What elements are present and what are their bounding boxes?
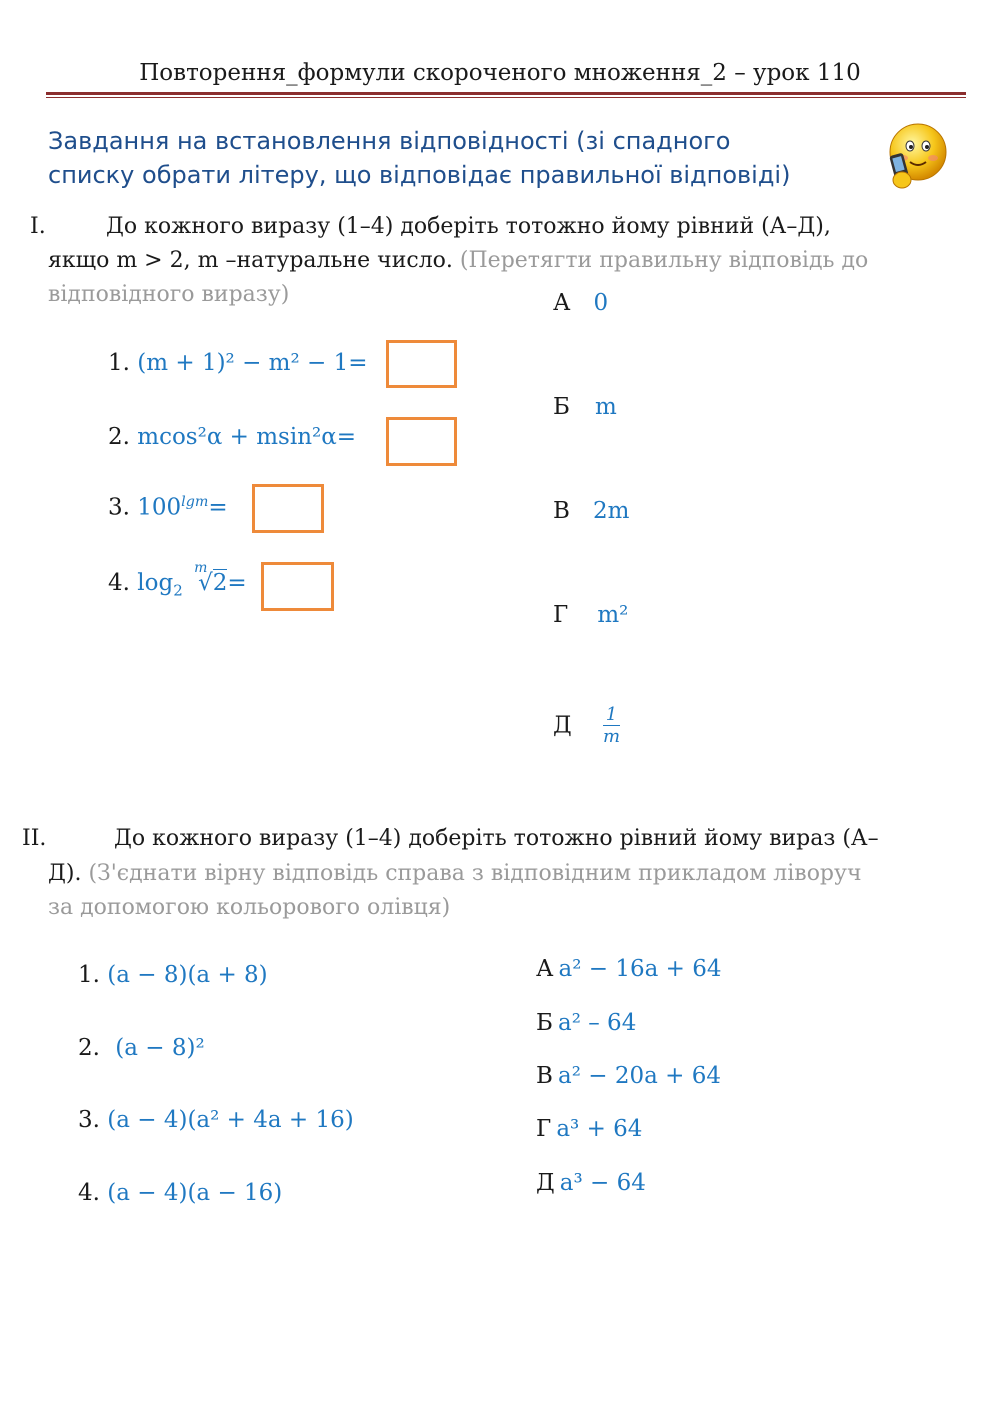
page-title: Повторення_формули скороченого множення_2 – урок 110 <box>139 60 861 86</box>
s1-item-3: 3. $100^{lgm}=$ <box>108 494 228 521</box>
drop-box-4[interactable] <box>261 562 334 611</box>
s2-item-2[interactable]: 2. (a − 8)² <box>78 1035 205 1061</box>
sqrt-icon: √ <box>198 570 213 596</box>
s1-item-4-root-index: m <box>194 560 208 576</box>
section1-hint2: відповідного виразу) <box>48 282 290 307</box>
s2-item-1[interactable]: 1. (a − 8)(a + 8) <box>78 962 268 988</box>
s1-item-4-radicand: 2 <box>212 570 228 596</box>
s2-answer-v[interactable]: В a² − 20a + 64 <box>536 1063 721 1089</box>
s2-item-3[interactable]: 3. (a − 4)(a² + 4a + 16) <box>78 1107 354 1133</box>
s1-answer-a[interactable]: А 0 <box>553 290 609 316</box>
drop-box-1[interactable] <box>386 340 457 388</box>
s1-item-2-expr: mcos²α + msin²α= <box>137 424 357 450</box>
s1-item-3-eq: = <box>208 494 228 521</box>
s2-answer-a[interactable]: А a² − 16a + 64 <box>536 956 722 982</box>
s1-item-2: 2. mcos²α + msin²α= <box>108 424 357 450</box>
task-title <box>48 124 868 192</box>
s2-answer-b[interactable]: Б a² – 64 <box>536 1010 637 1036</box>
s2-answer-g[interactable]: Г a³ + 64 <box>536 1116 643 1142</box>
s1-item-3-exp: lgm <box>181 494 209 510</box>
section1-hint1: (Перетягти правильну відповідь до <box>459 248 869 273</box>
s1-answer-g[interactable]: Г m² <box>553 602 629 628</box>
s1-item-1: 1. (m + 1)² − m² − 1= <box>108 350 368 376</box>
section1-text2: якщо m > 2, m –натуральне число. <box>48 248 453 273</box>
s1-item-3-base: 100 <box>137 494 182 521</box>
drop-box-3[interactable] <box>252 484 324 533</box>
s2-answer-d[interactable]: Д a³ − 64 <box>536 1170 646 1196</box>
smiley-phone-icon <box>880 120 950 198</box>
section2-roman: II. <box>22 826 47 851</box>
section2-hint1: (З'єднати вірну відповідь справа з відповідним прикладом ліворуч <box>88 861 862 886</box>
drop-box-2[interactable] <box>386 417 457 466</box>
header-divider-thin <box>46 97 966 98</box>
section2-hint2: за допомогою кольорового олівця) <box>48 895 451 920</box>
s1-item-4-log: log <box>137 570 174 596</box>
s1-item-1-expr: (m + 1)² − m² − 1= <box>137 350 368 376</box>
task-title-line2: списку обрати літеру, що відповідає правильної відповіді) <box>48 161 791 189</box>
s1-answer-b[interactable]: Б m <box>553 394 617 420</box>
section1-roman: I. <box>30 214 46 239</box>
s2-item-4[interactable]: 4. (a − 4)(a − 16) <box>78 1180 283 1206</box>
header-divider <box>46 92 966 95</box>
task-title-line1: Завдання на встановлення відповідності (зі спадного <box>48 127 731 155</box>
s1-item-4-sub: 2 <box>173 581 183 600</box>
section1-text1: До кожного виразу (1–4) доберіть тотожно йому рівний (А–Д), <box>106 214 831 239</box>
s1-answer-d[interactable]: Д $\frac{1}{m}$ <box>553 704 621 747</box>
s1-item-4-eq: = <box>227 570 247 596</box>
s1-item-4: 4. $\log_2$ m √2= <box>108 560 247 600</box>
section2-text1: До кожного виразу (1–4) доберіть тотожно рівний йому вираз (А– <box>114 826 879 851</box>
section2-text2: Д). <box>48 861 82 886</box>
s1-answer-v[interactable]: В 2m <box>553 498 630 524</box>
